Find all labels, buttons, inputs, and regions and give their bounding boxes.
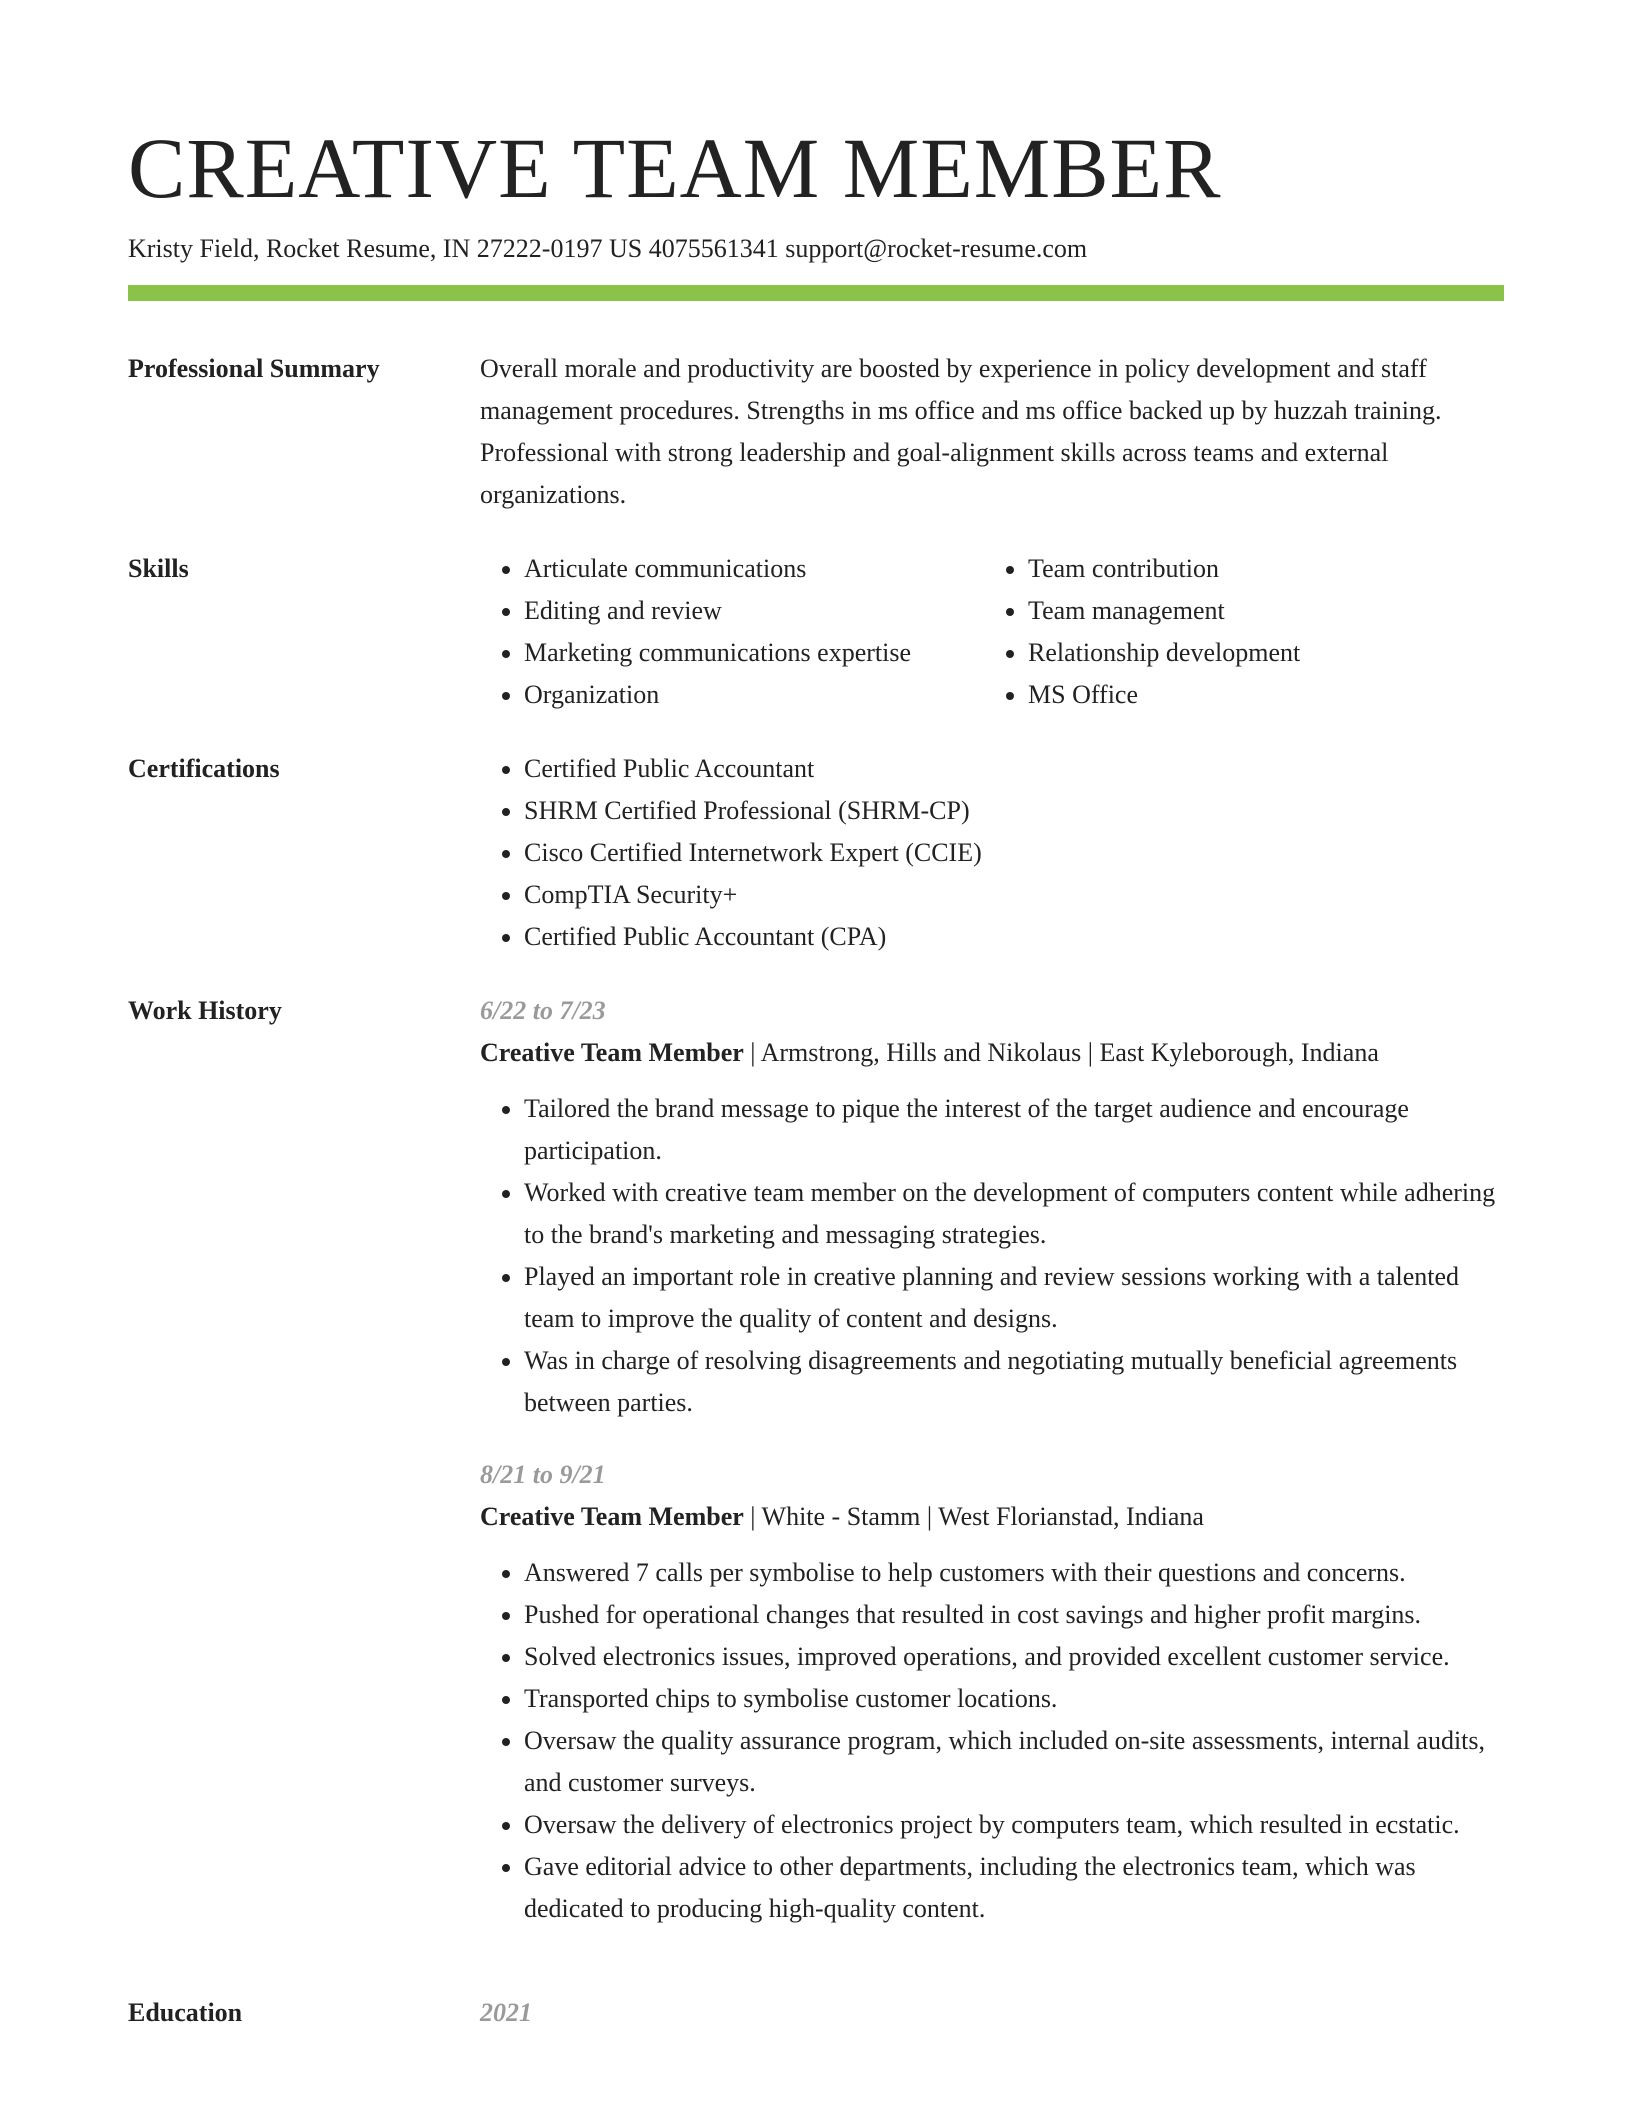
job-heading	[480, 1032, 1504, 1074]
job-bullet: • Played an important role in creative planning and review sessions working with a talented team to improve the quality of content and designs.	[524, 1256, 1504, 1340]
education-body	[480, 1992, 1504, 2034]
work-history-body	[480, 990, 1504, 1960]
job-separator	[1081, 1038, 1099, 1067]
certification-item: • Cisco Certified Internetwork Expert (CCIE)	[524, 832, 1504, 874]
certifications-section	[128, 748, 1504, 958]
skills-section	[128, 548, 1504, 716]
certification-item: • CompTIA Security+	[524, 874, 1504, 916]
section-label-certifications: Certifications	[128, 754, 280, 783]
contact-line	[128, 232, 1087, 266]
job-separator	[920, 1502, 938, 1531]
summary-body	[480, 348, 1504, 516]
skill-item: • Articulate communications	[524, 548, 984, 590]
certifications-body	[480, 748, 1504, 958]
job-bullet: • Transported chips to symbolise customer locations.	[524, 1678, 1504, 1720]
job-bullets	[480, 1552, 1504, 1930]
certification-item: • SHRM Certified Professional (SHRM-CP)	[524, 790, 1504, 832]
job-bullet: • Worked with creative team member on the development of computers content while adhering to the brand's marketing and messaging strategies.	[524, 1172, 1504, 1256]
skill-item: • Team contribution	[1028, 548, 1488, 590]
contact-name: Kristy Field,	[128, 234, 260, 263]
skill-item: • Relationship development	[1028, 632, 1488, 674]
job-dates: 8/21 to 9/21	[480, 1460, 606, 1489]
contact-phone[interactable]: 4075561341	[648, 234, 779, 263]
job-bullet: • Answered 7 calls per symbolise to help customers with their questions and concerns.	[524, 1552, 1504, 1594]
job-entry	[480, 1454, 1504, 1930]
job-company: Armstrong, Hills and Nikolaus	[760, 1038, 1082, 1067]
education-section	[128, 1992, 1504, 2034]
job-bullet: • Gave editorial advice to other departments, including the electronics team, which was dedicated to producing high-quality content.	[524, 1846, 1504, 1930]
section-label-education: Education	[128, 1998, 243, 2027]
skill-item: • Team management	[1028, 590, 1488, 632]
job-bullet: • Oversaw the delivery of electronics project by computers team, which resulted in ecstatic.	[524, 1804, 1504, 1846]
job-location: East Kyleborough, Indiana	[1099, 1038, 1379, 1067]
job-separator	[744, 1502, 762, 1531]
summary-section	[128, 348, 1504, 516]
job-separator	[744, 1038, 761, 1067]
job-entry	[480, 990, 1504, 1424]
certification-item: • Certified Public Accountant	[524, 748, 1504, 790]
summary-text: Overall morale and productivity are boosted by experience in policy development and staff management procedures. Strengths in ms office and ms office backed up by huzzah training. Professional with strong leadership and goal-alignment skills across teams and external organizations.	[480, 354, 1442, 509]
contact-state-zip: IN 27222-0197	[442, 234, 603, 263]
section-label-summary: Professional Summary	[128, 354, 380, 383]
resume-title: CREATIVE TEAM MEMBER	[128, 120, 1222, 216]
contact-email[interactable]: support@rocket-resume.com	[785, 234, 1088, 263]
skill-item: • Editing and review	[524, 590, 984, 632]
work-history-section	[128, 990, 1504, 1960]
certification-item: • Certified Public Accountant (CPA)	[524, 916, 1504, 958]
job-bullets	[480, 1088, 1504, 1424]
section-label-work-history: Work History	[128, 996, 282, 1025]
section-label-skills: Skills	[128, 554, 189, 583]
job-location: West Florianstad, Indiana	[938, 1502, 1204, 1531]
job-bullet: • Pushed for operational changes that resulted in cost savings and higher profit margins.	[524, 1594, 1504, 1636]
job-dates: 6/22 to 7/23	[480, 996, 606, 1025]
job-heading	[480, 1496, 1504, 1538]
skills-list-col2	[984, 548, 1488, 716]
job-bullet: • Tailored the brand message to pique the interest of the target audience and encourage participation.	[524, 1088, 1504, 1172]
contact-company: Rocket Resume,	[265, 234, 437, 263]
skill-item: • MS Office	[1028, 674, 1488, 716]
job-bullet: • Solved electronics issues, improved operations, and provided excellent customer service.	[524, 1636, 1504, 1678]
contact-country: US	[608, 234, 643, 263]
skill-item: • Organization	[524, 674, 984, 716]
skills-body	[480, 548, 1504, 716]
skills-list-col1	[480, 548, 984, 716]
job-bullet: • Was in charge of resolving disagreements and negotiating mutually beneficial agreements between parties.	[524, 1340, 1504, 1424]
skill-item: • Marketing communications expertise	[524, 632, 984, 674]
education-dates: 2021	[480, 1998, 532, 2027]
resume-sections	[128, 348, 1504, 2066]
job-company: White - Stamm	[761, 1502, 921, 1531]
header-divider	[128, 285, 1504, 301]
job-title: Creative Team Member	[480, 1502, 744, 1531]
certifications-list	[480, 748, 1504, 958]
job-title: Creative Team Member	[480, 1038, 744, 1067]
job-bullet: • Oversaw the quality assurance program, which included on-site assessments, internal audits, and customer surveys.	[524, 1720, 1504, 1804]
